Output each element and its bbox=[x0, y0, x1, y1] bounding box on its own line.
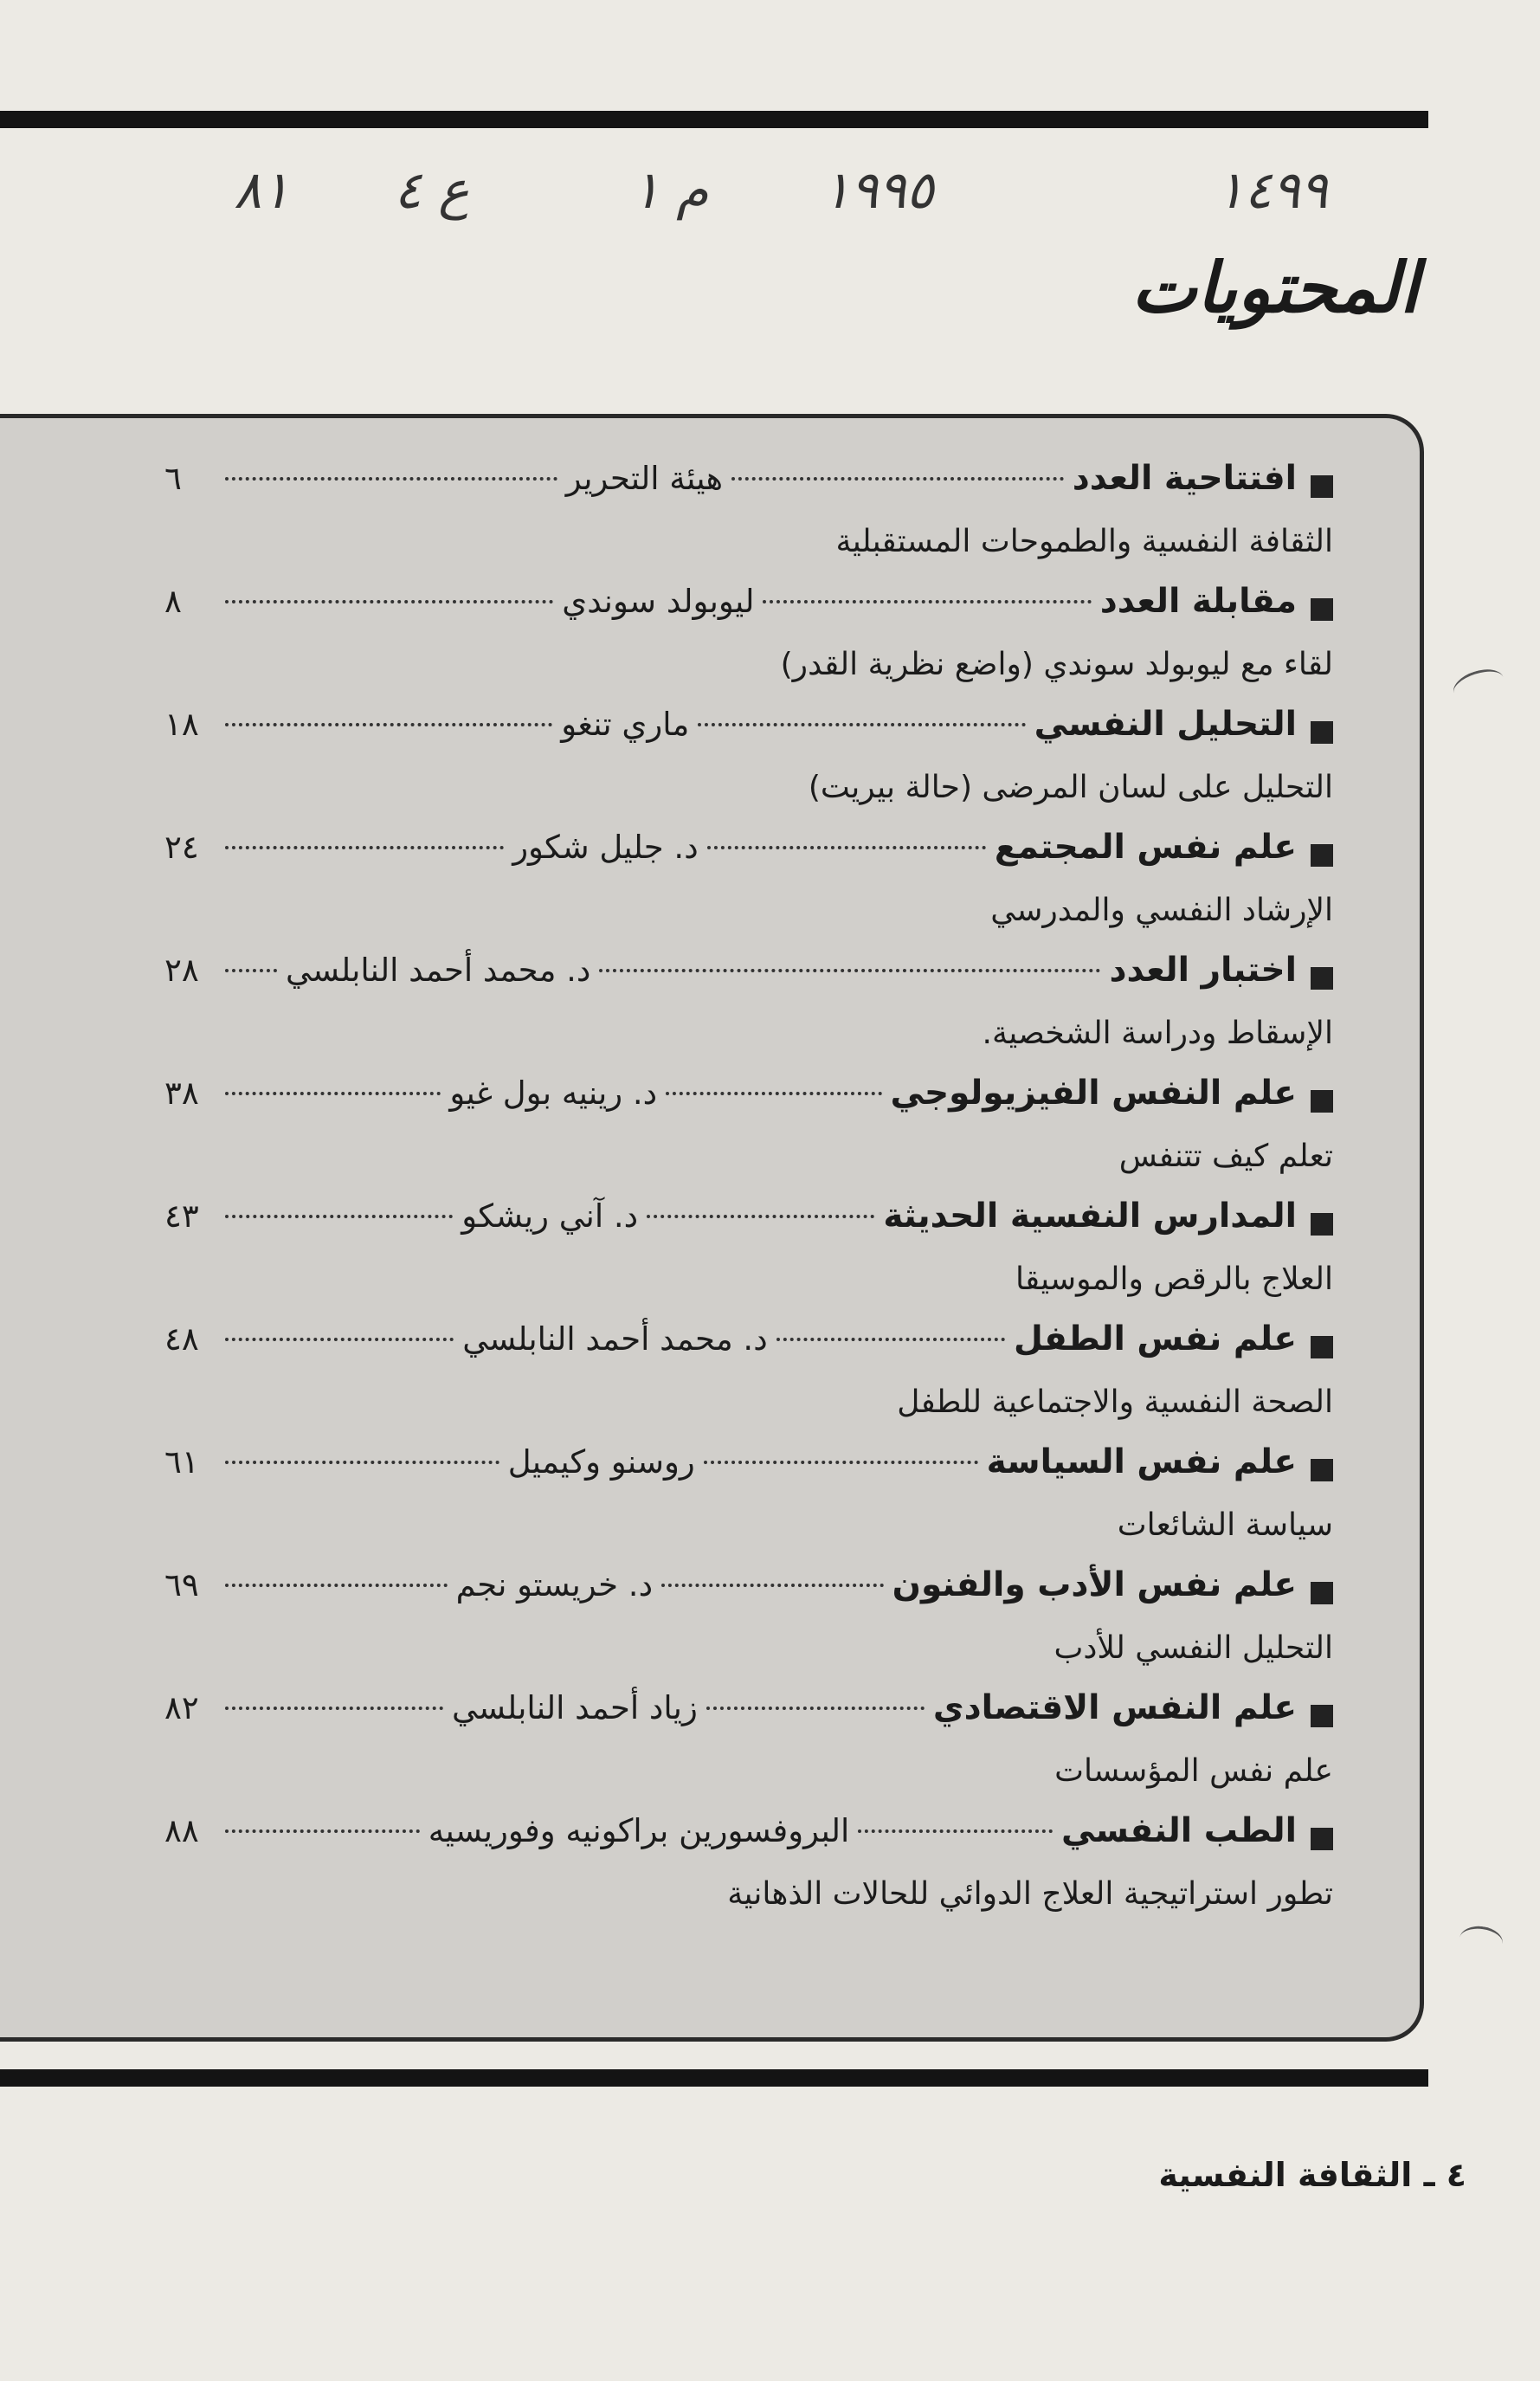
dot-leader bbox=[225, 600, 553, 603]
toc-entry[interactable] bbox=[164, 1320, 1333, 1442]
table-of-contents bbox=[164, 459, 1333, 1934]
dot-leader bbox=[666, 1092, 881, 1095]
dot-leader bbox=[225, 1215, 453, 1218]
bullet-square-icon bbox=[1311, 1828, 1333, 1850]
toc-page-number: ٦٩ bbox=[164, 1566, 199, 1603]
bullet-square-icon bbox=[1311, 1459, 1333, 1481]
toc-entry[interactable] bbox=[164, 1565, 1333, 1688]
toc-category: التحليل النفسي bbox=[1034, 705, 1297, 744]
dot-leader bbox=[776, 1338, 1005, 1341]
dot-leader bbox=[225, 1461, 499, 1464]
handwritten-year: ١٩٩٥ bbox=[822, 160, 934, 221]
toc-entry[interactable] bbox=[164, 582, 1333, 705]
dot-leader bbox=[225, 1829, 420, 1833]
toc-entry[interactable] bbox=[164, 1688, 1333, 1811]
dot-leader bbox=[731, 477, 1064, 481]
dot-leader bbox=[225, 1338, 454, 1341]
toc-entry[interactable] bbox=[164, 951, 1333, 1074]
toc-category: مقابلة العدد bbox=[1099, 582, 1297, 621]
dot-leader bbox=[599, 969, 1100, 972]
toc-entry[interactable] bbox=[164, 1197, 1333, 1320]
toc-category: علم نفس الطفل bbox=[1013, 1320, 1297, 1358]
dot-leader bbox=[225, 1707, 443, 1710]
toc-author: هيئة التحرير bbox=[565, 460, 723, 497]
toc-author: د. خريستو نجم bbox=[455, 1566, 654, 1603]
dot-leader bbox=[707, 846, 986, 849]
toc-entry[interactable] bbox=[164, 1811, 1333, 1934]
handwritten-issue: ع ٤ bbox=[394, 160, 470, 221]
toc-entry[interactable] bbox=[164, 1442, 1333, 1565]
toc-category: علم النفس الاقتصادي bbox=[932, 1688, 1297, 1727]
toc-category: علم نفس السياسة bbox=[986, 1442, 1297, 1481]
toc-subtitle: تعلم كيف تتنفس bbox=[1118, 1139, 1333, 1174]
dot-leader bbox=[225, 477, 557, 481]
bullet-square-icon bbox=[1311, 1090, 1333, 1113]
toc-category: افتتاحية العدد bbox=[1072, 459, 1297, 498]
bullet-square-icon bbox=[1311, 1213, 1333, 1236]
bullet-square-icon bbox=[1311, 1336, 1333, 1358]
toc-subtitle: التحليل على لسان المرضى (حالة بيريت) bbox=[808, 770, 1333, 805]
toc-entry[interactable] bbox=[164, 705, 1333, 828]
toc-page-number: ٨٢ bbox=[164, 1689, 199, 1726]
dot-leader bbox=[225, 723, 552, 726]
toc-category: علم نفس المجتمع bbox=[994, 828, 1297, 867]
toc-page-number: ٣٨ bbox=[164, 1074, 199, 1112]
toc-author: د. آني ريشكو bbox=[461, 1197, 639, 1235]
toc-page-number: ٤٨ bbox=[164, 1320, 199, 1358]
toc-page-number: ٨٨ bbox=[164, 1812, 199, 1849]
dot-leader bbox=[647, 1215, 874, 1218]
dot-leader bbox=[225, 1092, 441, 1095]
handwritten-number: ١٤٩٩ bbox=[1216, 160, 1328, 221]
toc-author: د. رينيه بول غيو bbox=[449, 1074, 658, 1112]
toc-author: زياد أحمد النابلسي bbox=[452, 1689, 698, 1726]
toc-category: اختبار العدد bbox=[1109, 951, 1297, 990]
bullet-square-icon bbox=[1311, 721, 1333, 744]
toc-page-number: ٢٤ bbox=[164, 829, 199, 866]
toc-category: الطب النفسي bbox=[1060, 1811, 1297, 1850]
dot-leader bbox=[661, 1584, 884, 1587]
toc-page-number: ٤٣ bbox=[164, 1197, 199, 1235]
top-rule bbox=[0, 111, 1428, 128]
dot-leader bbox=[706, 1707, 925, 1710]
toc-page-number: ٦ bbox=[164, 460, 182, 497]
toc-page-number: ١٨ bbox=[164, 706, 199, 743]
dot-leader bbox=[225, 1584, 448, 1587]
toc-subtitle: الإسقاط ودراسة الشخصية. bbox=[982, 1016, 1333, 1051]
toc-entry[interactable] bbox=[164, 828, 1333, 951]
toc-author: د. محمد أحمد النابلسي bbox=[286, 952, 591, 989]
toc-subtitle: سياسة الشائعات bbox=[1117, 1507, 1333, 1543]
toc-author: روسنو وكيميل bbox=[507, 1443, 695, 1481]
toc-subtitle: تطور استراتيجية العلاج الدوائي للحالات الذهانية bbox=[727, 1876, 1333, 1912]
bullet-square-icon bbox=[1311, 967, 1333, 990]
toc-subtitle: الإرشاد النفسي والمدرسي bbox=[990, 893, 1333, 928]
dot-leader bbox=[763, 600, 1091, 603]
handwritten-volume: م ١ bbox=[632, 160, 709, 221]
toc-entry[interactable] bbox=[164, 1074, 1333, 1197]
dot-leader bbox=[704, 1461, 978, 1464]
toc-author: البروفسورين براكونيه وفوريسيه bbox=[428, 1812, 850, 1849]
page-footer: ٤ ـ الثقافة النفسية bbox=[1158, 2156, 1466, 2194]
toc-author: ماري تنغو bbox=[561, 706, 690, 743]
toc-subtitle: الصحة النفسية والاجتماعية للطفل bbox=[897, 1384, 1333, 1420]
pen-stroke-mark bbox=[1458, 1924, 1505, 1958]
bullet-square-icon bbox=[1311, 1582, 1333, 1604]
toc-subtitle: الثقافة النفسية والطموحات المستقبلية bbox=[835, 524, 1333, 559]
bullet-square-icon bbox=[1311, 1705, 1333, 1727]
toc-page-number: ٨ bbox=[164, 583, 182, 620]
toc-category: علم النفس الفيزيولوجي bbox=[890, 1074, 1297, 1113]
toc-category: علم نفس الأدب والفنون bbox=[892, 1565, 1297, 1604]
toc-subtitle: العلاج بالرقص والموسيقا bbox=[1015, 1261, 1333, 1297]
handwritten-code: ٨١ bbox=[234, 160, 290, 221]
dot-leader bbox=[225, 969, 277, 972]
toc-category: المدارس النفسية الحديثة bbox=[883, 1197, 1297, 1236]
pen-stroke-mark bbox=[1449, 664, 1507, 707]
toc-author: د. محمد أحمد النابلسي bbox=[462, 1320, 768, 1358]
dot-leader bbox=[225, 846, 504, 849]
toc-subtitle: علم نفس المؤسسات bbox=[1054, 1753, 1333, 1789]
bullet-square-icon bbox=[1311, 598, 1333, 621]
toc-page-number: ٦١ bbox=[164, 1443, 199, 1481]
bullet-square-icon bbox=[1311, 844, 1333, 867]
bottom-rule bbox=[0, 2069, 1428, 2087]
toc-entry[interactable] bbox=[164, 459, 1333, 582]
dot-leader bbox=[698, 723, 1025, 726]
toc-page-number: ٢٨ bbox=[164, 952, 199, 989]
bullet-square-icon bbox=[1311, 475, 1333, 498]
toc-subtitle: لقاء مع ليوبولد سوندي (واضع نظرية القدر) bbox=[780, 647, 1333, 682]
toc-author: ليوبولد سوندي bbox=[562, 583, 755, 620]
dot-leader bbox=[858, 1829, 1053, 1833]
toc-subtitle: التحليل النفسي للأدب bbox=[1054, 1630, 1333, 1666]
toc-author: د. جليل شكور bbox=[512, 829, 699, 866]
section-title: المحتويات bbox=[1131, 247, 1419, 328]
